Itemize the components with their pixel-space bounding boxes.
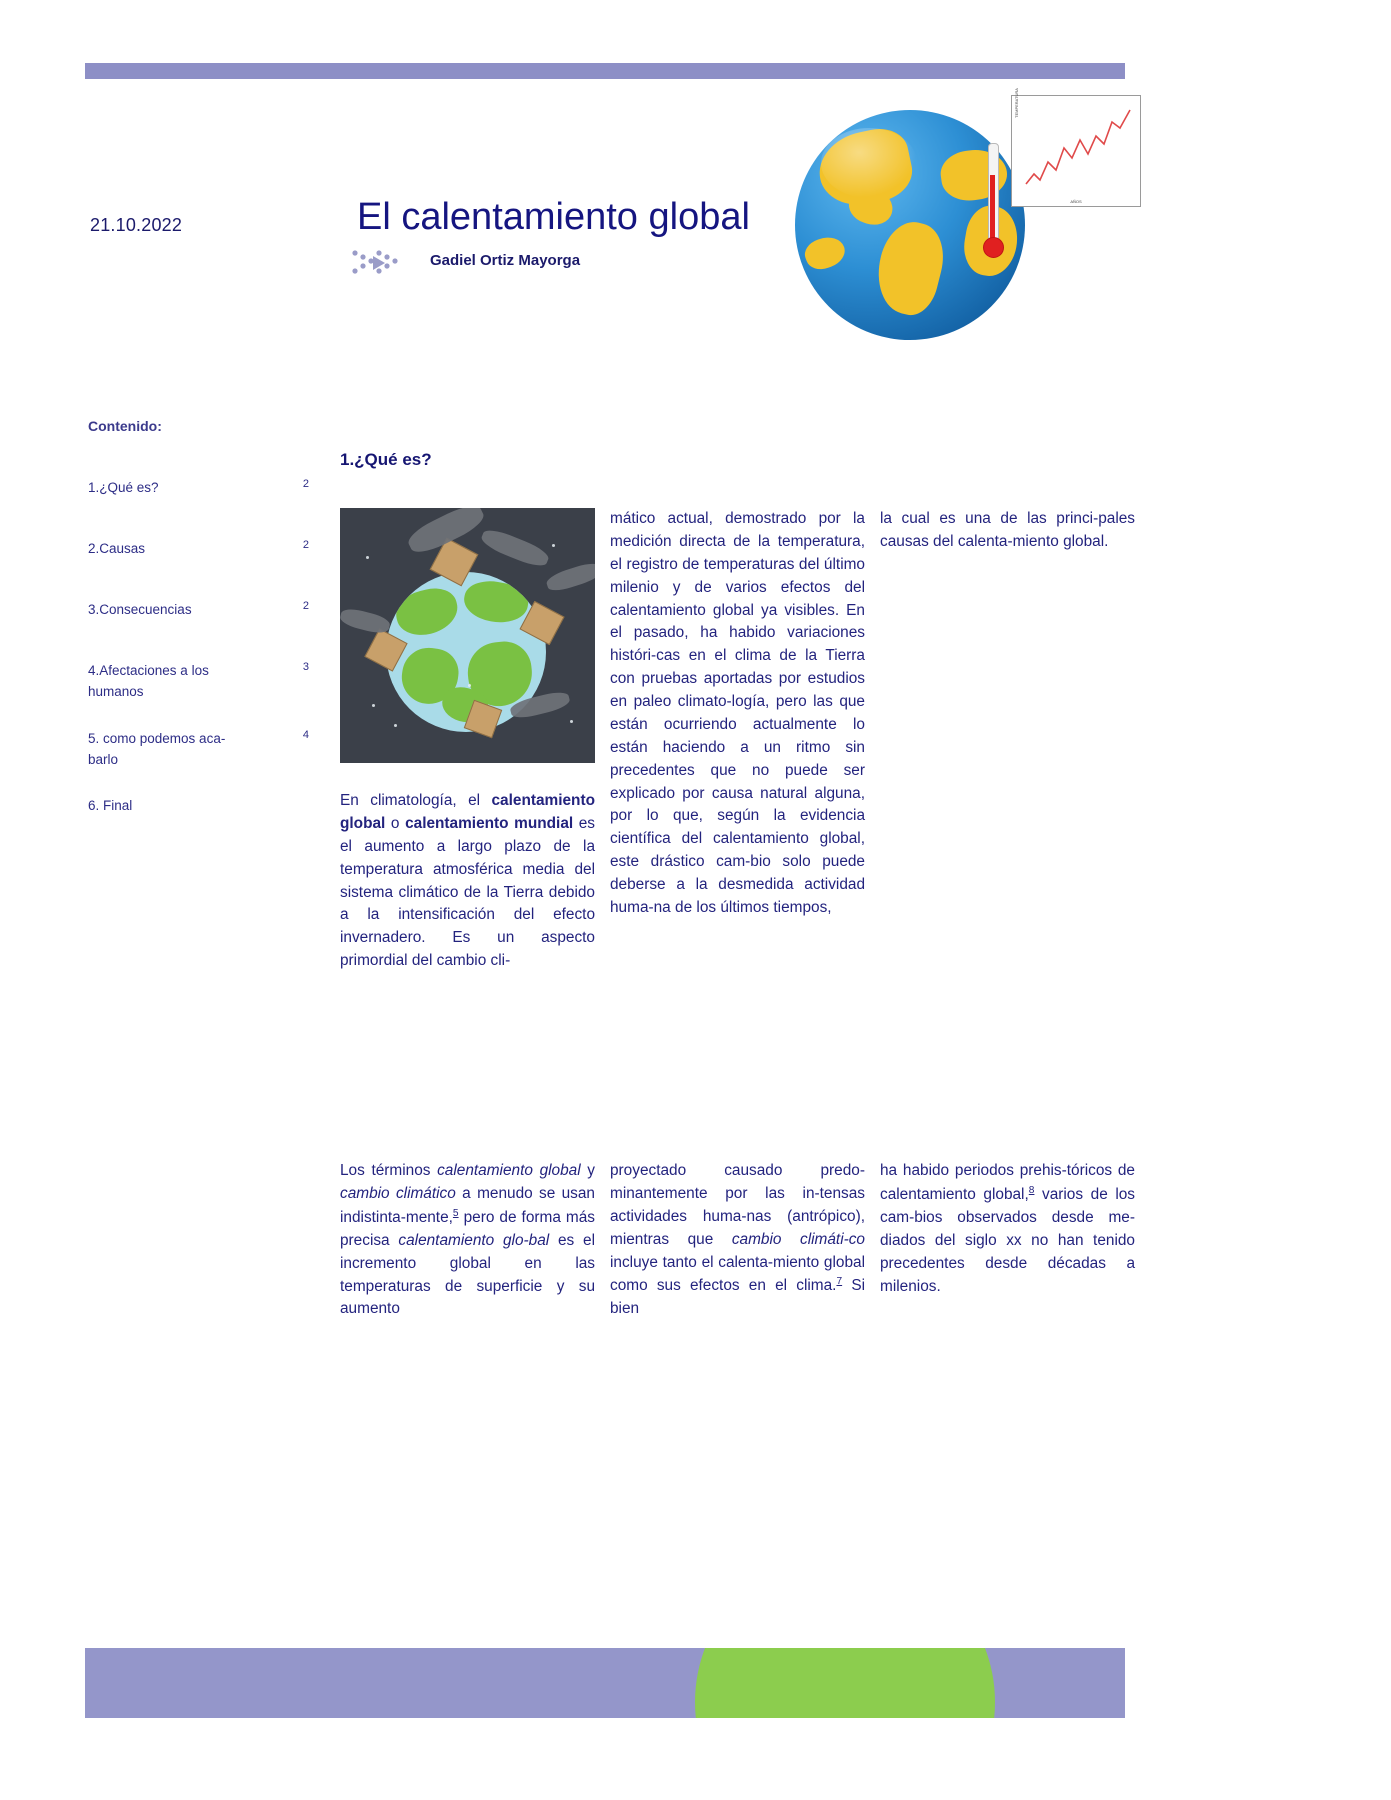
body-column-1-bottom: Los términos calentamiento global y cambio climático a menudo se usan indistinta-mente,$^5$ pero de forma más precisa calentamiento glo-bal es el incremento global en las temperaturas de superficie y su aumento — [340, 1162, 595, 1318]
table-of-contents — [88, 418, 309, 843]
toc-entry-label: 6. Final — [88, 798, 133, 814]
toc-entry-3[interactable] — [88, 599, 309, 621]
body-column-3-bottom: ha habido periodos prehis-tóricos de calentamiento global,$^8$ varios de los cam-bios observados desde me-diados del siglo xx no han tenido precedentes desde décadas a milenios. — [880, 1162, 1135, 1295]
header-accent-bar — [85, 63, 1125, 79]
toc-entry-label: 2.Causas — [88, 540, 146, 556]
toc-entry-label: 3.Consecuencias — [88, 601, 192, 617]
toc-entry-label: 4.Afectaciones a los humanos — [88, 662, 209, 699]
smoke-plume-icon — [340, 606, 391, 636]
chart-x-axis-label: AÑOS — [1070, 199, 1082, 204]
article-figure — [340, 508, 595, 763]
body-column-2-top: mático actual, demostrado por la medición directa de la temperatura, el registro de temperaturas del último milenio y de varios efectos del calentamiento global ya visibles. En el pasado, ha habido variaciones históri-cas en el clima de la Tierra con pruebas aportadas por estudios en paleo climato-logía, pero las que están ocurriendo actualmente lo están haciendo a un ritmo sin precedentes que no puede ser explicado por causa natural alguna, por lo que, según la evidencia científica del calentamiento global, este drástico cam-bio solo puede deberse a la desmedida actividad huma-na de los últimos tiempos, — [610, 510, 865, 916]
toc-entry-page: 2 — [302, 478, 309, 490]
dots-chevron-decoration — [349, 246, 419, 280]
toc-entry-label: 1.¿Qué es? — [88, 480, 159, 495]
toc-entry-page: 2 — [302, 599, 309, 612]
section-heading: 1.¿Qué es? — [340, 450, 432, 469]
page-title: El calentamiento global — [357, 196, 750, 238]
smoke-plume-icon — [479, 526, 551, 571]
body-column-2-bottom: proyectado causado predo-minantemente por las in-tensas actividades huma-nas (antrópico), mientras que cambio climáti-co incluye tanto el calenta-miento global como sus efectos en el clima.$^7$ Si bien — [610, 1162, 866, 1318]
body-column-3-top: la cual es una de las princi-pales causas del calenta-miento global. — [880, 510, 1135, 550]
footer-accent-band — [85, 1648, 1125, 1718]
toc-entry-page: 2 — [302, 538, 309, 551]
toc-entry-2[interactable] — [88, 538, 309, 560]
toc-entry-page: 3 — [302, 660, 309, 673]
author-name: Gadiel Ortiz Mayorga — [430, 252, 581, 269]
masthead — [85, 190, 785, 310]
publication-date: 21.10.2022 — [90, 215, 183, 235]
hero-illustration — [775, 88, 1140, 355]
toc-entry-6[interactable] — [88, 796, 293, 817]
thermometer-icon — [983, 143, 1001, 273]
chart-y-axis-label: TEMPERATURA — [1014, 88, 1019, 118]
smoke-plume-icon — [545, 560, 595, 594]
footer-green-accent-shape — [695, 1648, 995, 1718]
toc-entry-1[interactable] — [88, 478, 309, 499]
toc-heading: Contenido: — [88, 418, 162, 434]
body-column-1-top: En climatología, el calentamiento global o calentamiento mundial es el aumento a largo plazo de la temperatura atmosférica media del sistema climático de la Tierra debido a la intensificación del efecto invernadero. Es un aspecto primordial del cambio cli- — [340, 792, 595, 970]
toc-entry-label: 5. como podemos aca-barlo — [88, 730, 226, 767]
temperature-trend-chart — [1011, 88, 1141, 207]
toc-entry-5[interactable] — [88, 728, 309, 771]
toc-entry-page: 4 — [302, 728, 309, 741]
toc-entry-4[interactable] — [88, 660, 309, 703]
